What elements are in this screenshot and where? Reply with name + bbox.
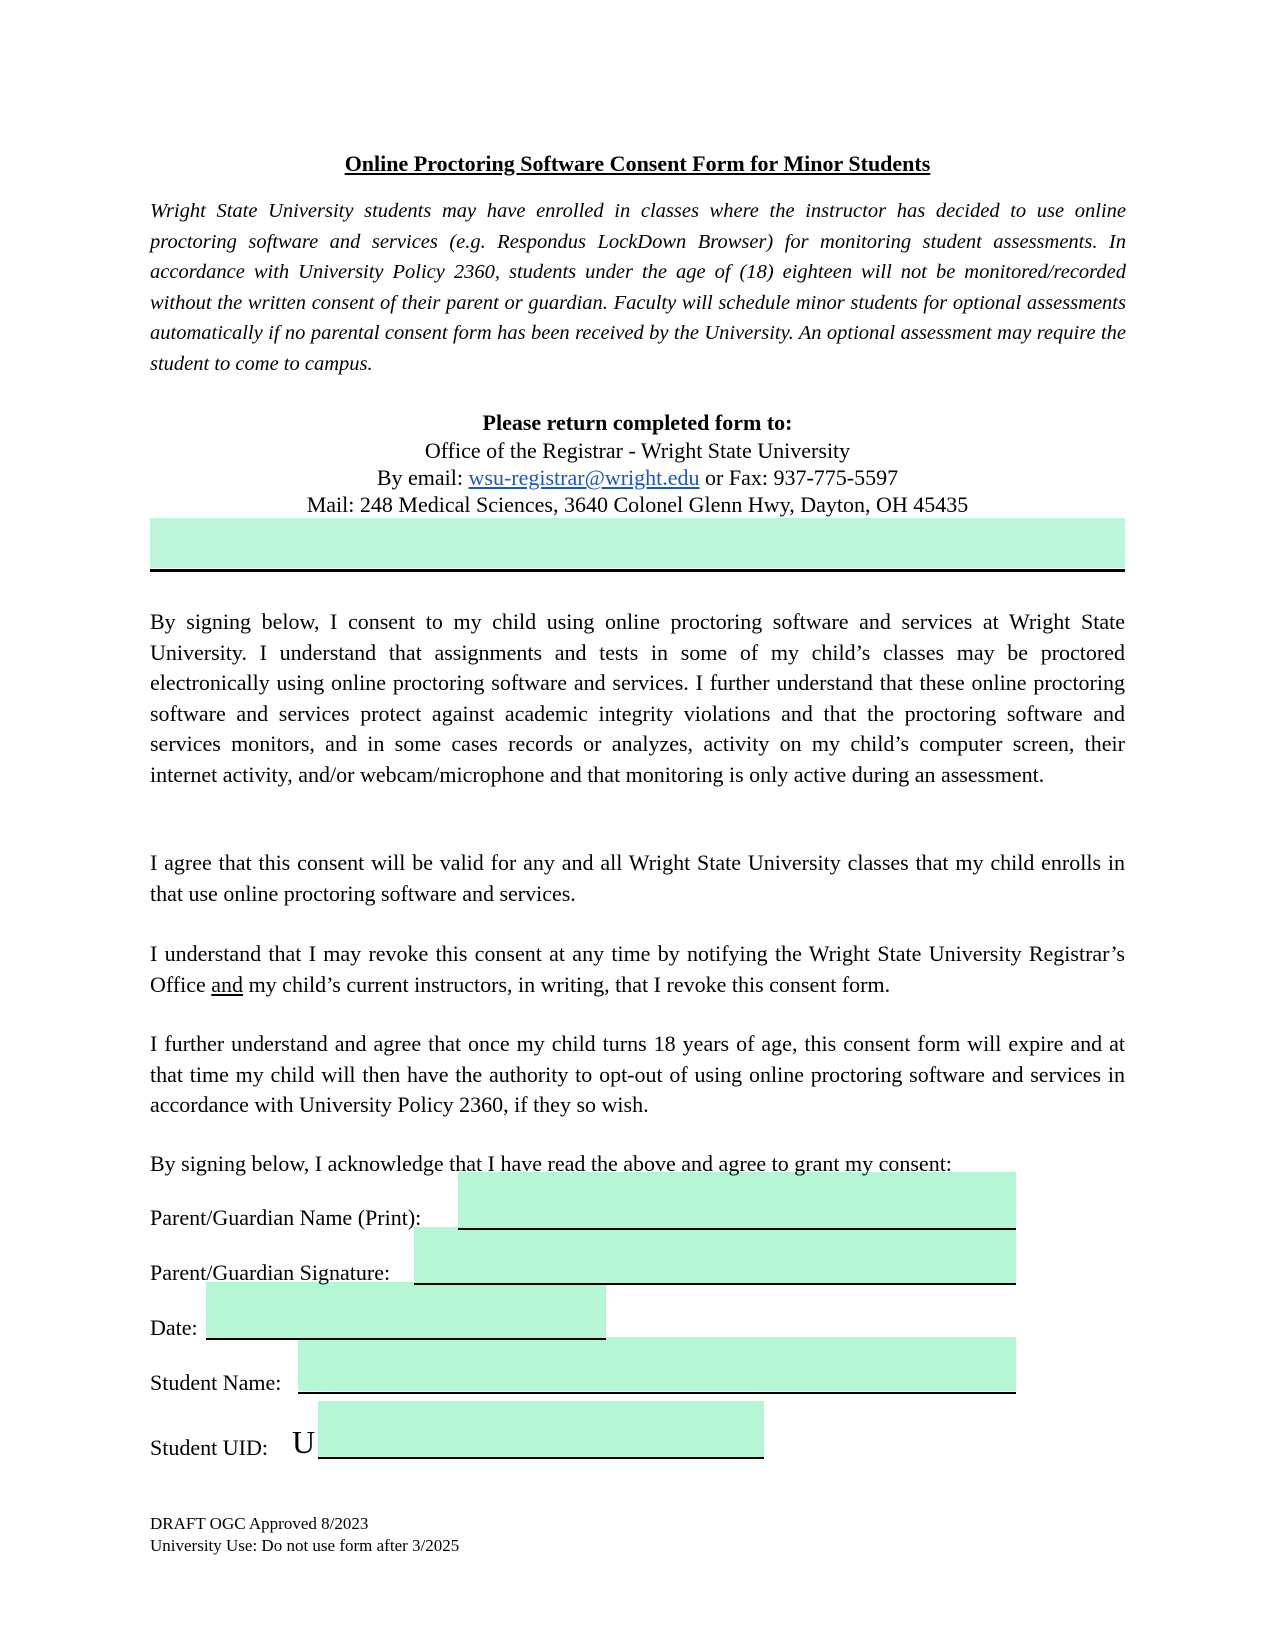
student-uid-prefix: U	[292, 1424, 316, 1460]
student-uid-underline	[318, 1457, 764, 1459]
consent-paragraph-1: By signing below, I consent to my child using online proctoring software and services at Wright State University. I understand that assignments and tests in some of my child’s classes may be proctored electronically using online proctoring software and services. I further understand that these online proctoring software and services protect against academic integrity violations and that the proctoring software and services monitors, and in some cases records or analyzes, activity on my child’s computer screen, their internet activity, and/or webcam/microphone and that monitoring is only active during an assessment.	[150, 609, 1125, 787]
date-underline	[206, 1338, 606, 1340]
parent-signature-field-box[interactable]	[414, 1227, 1016, 1283]
acknowledgement-text: By signing below, I acknowledge that I have read the above and agree to grant my consent:	[150, 1151, 952, 1176]
student-uid-label: Student UID:	[150, 1435, 268, 1460]
p3-text-a: I understand that I may revoke this consent at any time by notifying the Wright State University Registrar’s Office	[150, 941, 1125, 997]
student-uid-field-box[interactable]	[318, 1401, 764, 1458]
p3-text-b: my child’s current instructors, in writing, that I revoke this consent form.	[243, 971, 891, 997]
registrar-email-link[interactable]: wsu-registrar@wright.edu	[468, 465, 700, 490]
intro-paragraph: Wright State University students may have enrolled in classes where the instructor has decided to use online proctoring software and services (e.g. Respondus LockDown Browser) for monitoring student assessments. In accordance with University Policy 2360, students under the age of (18) eighteen will not be monitored/recorded without the written consent of their parent or guardian. Faculty will schedule minor students for optional assessments automatically if no parental consent form has been received by the University. An optional assessment may require the student to come to campus.	[150, 200, 1126, 375]
date-field-box[interactable]	[206, 1282, 606, 1338]
email-prefix: By email:	[376, 465, 469, 490]
parent-name-label: Parent/Guardian Name (Print):	[150, 1205, 422, 1230]
student-name-field-box[interactable]	[298, 1337, 1016, 1391]
return-mail-address: Mail: 248 Medical Sciences, 3640 Colonel Glenn Hwy, Dayton, OH 45435	[306, 492, 969, 517]
form-title: Online Proctoring Software Consent Form for Minor Students	[344, 151, 931, 176]
fax-text: or Fax: 937-775-5597	[699, 465, 899, 490]
parent-name-underline	[458, 1228, 1016, 1230]
parent-name-field-box[interactable]	[458, 1172, 1016, 1228]
consent-paragraph-4: I further understand and agree that once my child turns 18 years of age, this consent form will expire and at that time my child will then have the authority to opt-out of using online proctoring software and services in accordance with University Policy 2360, if they so wish.	[150, 1031, 1125, 1117]
student-name-label: Student Name:	[150, 1370, 282, 1395]
p3-underlined-and: and	[211, 971, 244, 997]
date-label: Date:	[150, 1315, 198, 1340]
parent-signature-label: Parent/Guardian Signature:	[150, 1260, 391, 1285]
consent-paragraph-3	[150, 939, 1125, 1000]
footer-usage-note: University Use: Do not use form after 3/2025	[150, 1536, 460, 1555]
form-field-highlight[interactable]	[150, 518, 1125, 568]
footer-approval: DRAFT OGC Approved 8/2023	[150, 1514, 369, 1533]
section-divider	[150, 569, 1125, 572]
parent-signature-underline	[414, 1283, 1016, 1285]
return-office: Office of the Registrar - Wright State University	[424, 438, 851, 463]
return-email-fax-line	[0, 464, 1275, 492]
student-name-underline	[298, 1392, 1016, 1394]
consent-paragraph-2: I agree that this consent will be valid for any and all Wright State University classes that my child enrolls in that use online proctoring software and services.	[150, 850, 1125, 906]
return-heading: Please return completed form to:	[482, 410, 793, 435]
